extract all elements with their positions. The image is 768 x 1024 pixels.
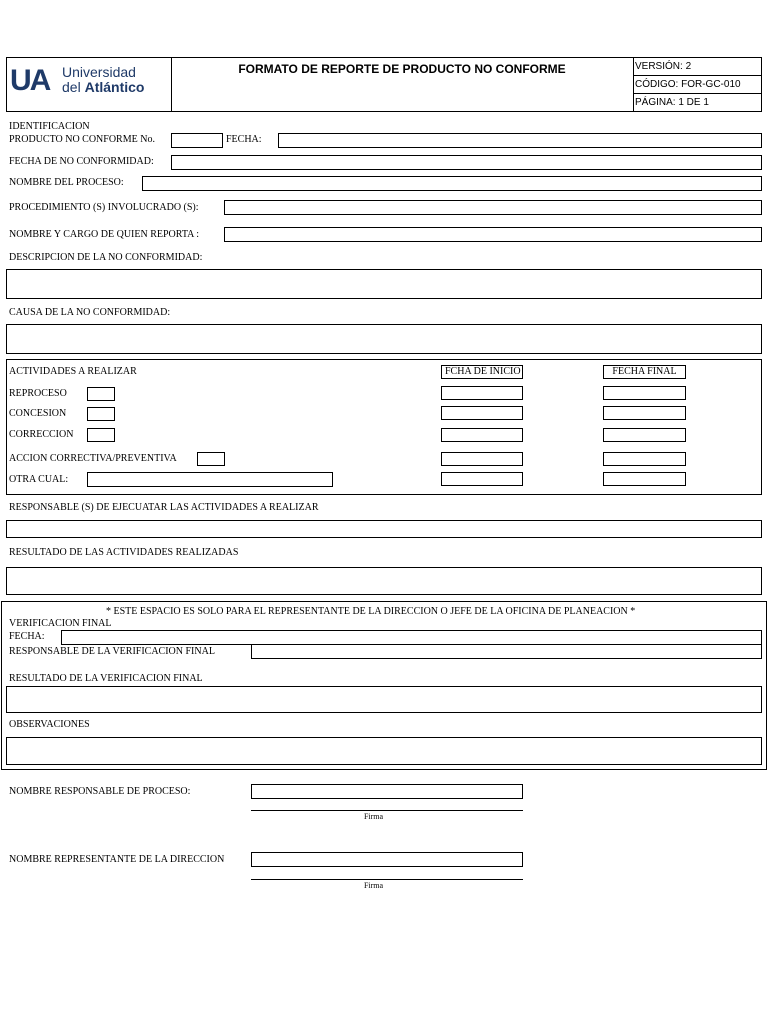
descripcion-field[interactable] xyxy=(6,269,762,299)
logo-mark: UA xyxy=(10,64,50,97)
accion-end-date[interactable] xyxy=(603,452,686,466)
nombre-proceso-label: NOMBRE DEL PROCESO: xyxy=(9,177,124,188)
responsable-verificacion-field[interactable] xyxy=(251,644,762,659)
signature-line-1 xyxy=(251,810,523,811)
logo-text-line2: del Atlántico xyxy=(62,79,145,95)
producto-no-label: PRODUCTO NO CONFORME No. xyxy=(9,134,155,145)
activities-title: ACTIVIDADES A REALIZAR xyxy=(9,366,137,377)
correccion-label: CORRECCION xyxy=(9,429,74,440)
otra-start-date[interactable] xyxy=(441,472,523,486)
nombre-cargo-field[interactable] xyxy=(224,227,762,242)
verification-fecha-label: FECHA: xyxy=(9,631,45,642)
representante-field[interactable] xyxy=(251,852,523,867)
responsable-proceso-field[interactable] xyxy=(251,784,523,799)
university-logo xyxy=(10,66,49,96)
observaciones-label: OBSERVACIONES xyxy=(9,719,90,730)
start-date-header: FCHA DE INICIO xyxy=(441,365,523,379)
accion-start-date[interactable] xyxy=(441,452,523,466)
logo-text-line1: Universidad xyxy=(62,64,136,80)
responsable-verificacion-label: RESPONSABLE DE LA VERIFICACION FINAL xyxy=(9,646,215,657)
verification-notice: * ESTE ESPACIO ES SOLO PARA EL REPRESENTANTE DE LA DIRECCION O JEFE DE LA OFICINA DE PLANEACION * xyxy=(106,606,636,617)
responsables-field[interactable] xyxy=(6,520,762,538)
fecha-no-conformidad-label: FECHA DE NO CONFORMIDAD: xyxy=(9,156,154,167)
concesion-label: CONCESION xyxy=(9,408,67,419)
representante-label: NOMBRE REPRESENTANTE DE LA DIRECCION xyxy=(9,854,225,865)
fecha-field[interactable] xyxy=(278,133,762,148)
firma-label-2: Firma xyxy=(363,881,384,890)
accion-checkbox[interactable] xyxy=(197,452,225,466)
verification-title: VERIFICACION FINAL xyxy=(9,618,112,629)
title-cell xyxy=(171,58,634,111)
verification-fecha-field[interactable] xyxy=(61,630,762,645)
version-label: VERSIÓN: 2 xyxy=(633,58,761,76)
correccion-end-date[interactable] xyxy=(603,428,686,442)
otra-cual-field[interactable] xyxy=(87,472,333,487)
accion-label: ACCION CORRECTIVA/PREVENTIVA xyxy=(9,453,177,464)
resultado-verificacion-label: RESULTADO DE LA VERIFICACION FINAL xyxy=(9,673,203,684)
identificacion-heading: IDENTIFICACION xyxy=(9,121,90,132)
end-date-header: FECHA FINAL xyxy=(603,365,686,379)
fecha-label: FECHA: xyxy=(226,134,262,145)
causa-field[interactable] xyxy=(6,324,762,354)
nombre-cargo-label: NOMBRE Y CARGO DE QUIEN REPORTA : xyxy=(9,229,200,240)
reproceso-checkbox[interactable] xyxy=(87,387,115,401)
reproceso-end-date[interactable] xyxy=(603,386,686,400)
form-header xyxy=(6,57,762,112)
causa-label: CAUSA DE LA NO CONFORMIDAD: xyxy=(9,307,171,318)
concesion-start-date[interactable] xyxy=(441,406,523,420)
observaciones-field[interactable] xyxy=(6,737,762,765)
page-label: PÁGINA: 1 DE 1 xyxy=(635,97,709,108)
fecha-no-conformidad-field[interactable] xyxy=(171,155,762,170)
otra-end-date[interactable] xyxy=(603,472,686,486)
responsables-label: RESPONSABLE (S) DE EJECUATAR LAS ACTIVIDADES A REALIZAR xyxy=(9,502,319,513)
logo-cell xyxy=(7,58,172,111)
nombre-proceso-field[interactable] xyxy=(142,176,762,191)
form-title: FORMATO DE REPORTE DE PRODUCTO NO CONFORME xyxy=(238,62,566,76)
firma-label-1: Firma xyxy=(363,812,384,821)
producto-no-field[interactable] xyxy=(171,133,223,148)
correccion-checkbox[interactable] xyxy=(87,428,115,442)
correccion-start-date[interactable] xyxy=(441,428,523,442)
concesion-end-date[interactable] xyxy=(603,406,686,420)
responsable-proceso-label: NOMBRE RESPONSABLE DE PROCESO: xyxy=(9,786,191,797)
resultado-label: RESULTADO DE LAS ACTIVIDADES REALIZADAS xyxy=(9,547,239,558)
code-label: CÓDIGO: FOR-GC-010 xyxy=(633,76,761,94)
procedimiento-label: PROCEDIMIENTO (S) INVOLUCRADO (S): xyxy=(9,202,199,213)
resultado-verificacion-field[interactable] xyxy=(6,686,762,713)
signature-line-2 xyxy=(251,879,523,880)
reproceso-label: REPROCESO xyxy=(9,388,67,399)
otra-cual-label: OTRA CUAL: xyxy=(9,474,69,485)
resultado-field[interactable] xyxy=(6,567,762,595)
procedimiento-field[interactable] xyxy=(224,200,762,215)
concesion-checkbox[interactable] xyxy=(87,407,115,421)
descripcion-label: DESCRIPCION DE LA NO CONFORMIDAD: xyxy=(9,252,203,263)
reproceso-start-date[interactable] xyxy=(441,386,523,400)
